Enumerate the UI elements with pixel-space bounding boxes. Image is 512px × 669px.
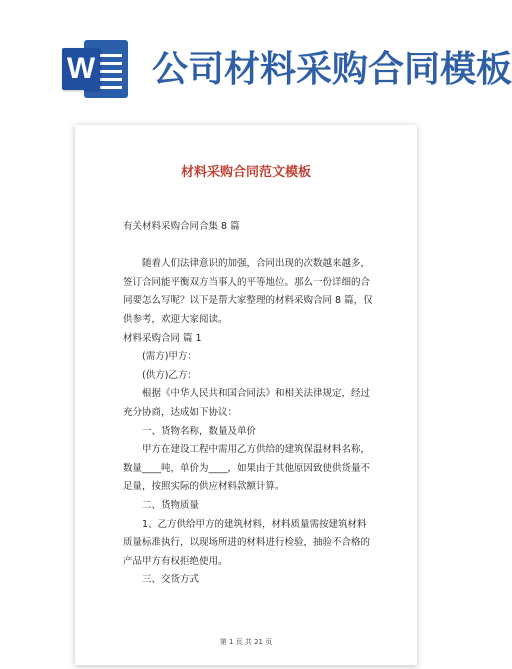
contract-heading: 材料采购合同 篇 1: [123, 332, 202, 344]
party-b-line: (供方)乙方：: [142, 369, 197, 381]
word-icon-letter: W: [62, 48, 100, 90]
intro-paragraph: 随着人们法律意识的加强，合同出现的次数越来越多，签订合同能平衡双方当事人的平等地位。那么一份详细的合同要怎么写呢？以下是帮大家整理的材料采购合同 8 篇，仅供参考，欢迎大家阅读。: [123, 258, 373, 325]
document-subtitle: 有关材料采购合同合集 8 篇: [123, 221, 240, 232]
page-title: 公司材料采购合同模板: [152, 49, 512, 90]
section-heading-delivery: 三、交货方式: [142, 574, 200, 586]
section-heading-quality: 二、货物质量: [142, 499, 200, 511]
header-banner: [0, 0, 512, 110]
party-a-line: (需方)甲方：: [142, 351, 197, 363]
word-document-icon: [62, 36, 130, 102]
document-page: [75, 125, 417, 665]
page-footer: 第 1 页 共 21 页: [219, 638, 273, 646]
section-heading-goods: 一、货物名称，数量及单价: [142, 425, 257, 437]
document-body: [123, 218, 375, 590]
quality-paragraph: 1、乙方供给甲方的建筑材料，材料质量需按建筑材料质量标准执行，以现场所进的材料进行检验，抽验不合格的产品甲方有权拒绝使用。: [123, 518, 371, 567]
document-title: 材料采购合同范文模板: [180, 165, 311, 180]
goods-paragraph: 甲方在建设工程中需用乙方供给的建筑保温材料名称，数量____吨，单价为____，如果由于其他原因致使供货量不足量，按照实际的供应材料款额计算。: [123, 444, 371, 493]
agreement-paragraph: 根据《中华人民共和国合同法》和相关法律规定，经过充分协商，达成如下协议：: [123, 388, 371, 418]
